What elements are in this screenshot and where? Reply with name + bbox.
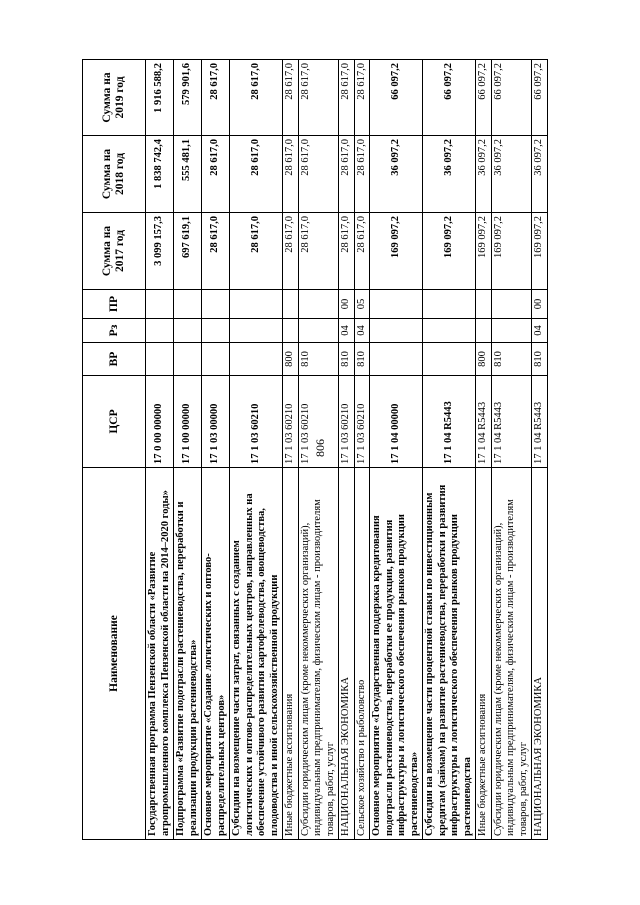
header-pr: ПР	[83, 290, 146, 319]
row-sum-2017: 697 619,1	[174, 213, 202, 290]
row-name: Основное мероприятие «Создание логистических и оптово-распределительных центров»	[202, 468, 230, 840]
table-row	[423, 60, 476, 840]
row-csr: 17 1 04 00000	[370, 376, 423, 468]
row-sum-2019: 66 097,2	[423, 60, 476, 136]
budget-table	[82, 59, 548, 840]
header-csr: ЦСР	[83, 376, 146, 468]
row-csr: 17 1 03 60210	[230, 376, 283, 468]
row-vr	[202, 343, 230, 376]
row-csr: 17 1 04 R5443	[476, 376, 492, 468]
table-row	[146, 60, 174, 840]
row-sum-2018: 36 097,2	[370, 136, 423, 213]
row-sum-2018: 36 097,2	[476, 136, 492, 213]
row-pr	[230, 290, 283, 319]
row-rz	[423, 319, 476, 343]
table-row	[476, 60, 492, 840]
row-name: Иные бюджетные ассигнования	[476, 468, 492, 840]
row-pr	[202, 290, 230, 319]
row-name: НАЦИОНАЛЬНАЯ ЭКОНОМИКА	[532, 468, 548, 840]
row-sum-2018: 36 097,2	[423, 136, 476, 213]
row-sum-2019: 66 097,2	[370, 60, 423, 136]
row-sum-2019: 66 097,2	[491, 60, 532, 136]
row-name: Государственная программа Пензенской области «Развитие агропромышленного комплекса Пензенской области на 2014–2020 годы»	[146, 468, 174, 840]
row-pr	[174, 290, 202, 319]
table-row	[491, 60, 532, 840]
table-row	[354, 60, 370, 840]
row-sum-2019: 28 617,0	[283, 60, 299, 136]
row-sum-2018: 28 617,0	[298, 136, 339, 213]
row-rz	[476, 319, 492, 343]
row-sum-2019: 579 901,6	[174, 60, 202, 136]
header-2018: Сумма на 2018 год	[83, 136, 146, 213]
header-2019: Сумма на 2019 год	[83, 60, 146, 136]
row-sum-2017: 28 617,0	[202, 213, 230, 290]
header-2017: Сумма на 2017 год	[83, 213, 146, 290]
header-rz: Рз	[83, 319, 146, 343]
table-row	[174, 60, 202, 840]
row-sum-2019: 28 617,0	[354, 60, 370, 136]
row-name: Субсидии на возмещение части процентной ставки по инвестиционным кредитам (займам) на развитие растениеводства, переработки и развития инфраструктуры и логистического обеспечения рынков продукции растениеводства	[423, 468, 476, 840]
row-name: Основное мероприятие «Государственная поддержка кредитования подотрасли растениеводства, переработки ее продукции, развития инфраструктуры и логистического обеспечения рынков продукции растениеводства»	[370, 468, 423, 840]
row-csr: 17 1 03 60210	[339, 376, 355, 468]
row-vr	[230, 343, 283, 376]
header-vr: ВР	[83, 343, 146, 376]
row-pr	[370, 290, 423, 319]
row-sum-2018: 28 617,0	[283, 136, 299, 213]
row-rz: 04	[339, 319, 355, 343]
table-row	[339, 60, 355, 840]
row-name: Субсидии на возмещение части затрат, связанных с созданием логистических и оптово-распределительных центров, направленных на обеспечение устойчивого развития картофелеводства, овощеводства, плодоводства и иной сельскохозяйственной продукции	[230, 468, 283, 840]
row-rz	[146, 319, 174, 343]
row-csr: 17 1 03 60210	[354, 376, 370, 468]
row-sum-2019: 28 617,0	[339, 60, 355, 136]
row-vr: 810	[491, 343, 532, 376]
row-sum-2019: 66 097,2	[532, 60, 548, 136]
row-vr: 810	[298, 343, 339, 376]
row-vr: 800	[476, 343, 492, 376]
table-row	[298, 60, 339, 840]
row-pr: 00	[532, 290, 548, 319]
header-name: Наименование	[83, 468, 146, 840]
row-sum-2017: 28 617,0	[354, 213, 370, 290]
row-csr: 17 1 04 R5443	[491, 376, 532, 468]
row-sum-2019: 28 617,0	[230, 60, 283, 136]
header-row	[83, 60, 146, 840]
row-sum-2018: 1 838 742,4	[146, 136, 174, 213]
row-rz	[491, 319, 532, 343]
row-sum-2017: 28 617,0	[283, 213, 299, 290]
row-rz	[298, 319, 339, 343]
row-sum-2019: 1 916 588,2	[146, 60, 174, 136]
row-sum-2017: 3 099 157,3	[146, 213, 174, 290]
row-sum-2018: 36 097,2	[532, 136, 548, 213]
row-vr	[174, 343, 202, 376]
row-sum-2017: 28 617,0	[339, 213, 355, 290]
row-name: Субсидии юридическим лицам (кроме некоммерческих организаций), индивидуальным предпринимателям, физическим лицам - производителям товаров, работ, услуг	[298, 468, 339, 840]
row-sum-2017: 169 097,2	[423, 213, 476, 290]
row-pr	[146, 290, 174, 319]
row-vr	[370, 343, 423, 376]
row-rz	[283, 319, 299, 343]
row-pr	[491, 290, 532, 319]
row-sum-2017: 169 097,2	[476, 213, 492, 290]
row-vr: 800	[283, 343, 299, 376]
row-sum-2019: 66 097,2	[476, 60, 492, 136]
row-rz	[174, 319, 202, 343]
row-csr: 17 1 03 00000	[202, 376, 230, 468]
row-pr	[298, 290, 339, 319]
rotated-table-container	[82, 60, 587, 840]
row-name: Иные бюджетные ассигнования	[283, 468, 299, 840]
row-name: Субсидии юридическим лицам (кроме некоммерческих организаций), индивидуальным предпринимателям, физическим лицам - производителям товаров, работ, услуг	[491, 468, 532, 840]
row-csr: 17 1 03 60210	[298, 376, 339, 468]
row-csr: 17 0 00 00000	[146, 376, 174, 468]
row-vr: 810	[532, 343, 548, 376]
row-pr: 00	[339, 290, 355, 319]
row-sum-2018: 28 617,0	[202, 136, 230, 213]
row-sum-2017: 169 097,2	[532, 213, 548, 290]
row-pr: 05	[354, 290, 370, 319]
row-sum-2017: 28 617,0	[298, 213, 339, 290]
table-row	[370, 60, 423, 840]
row-sum-2018: 36 097,2	[491, 136, 532, 213]
row-rz	[202, 319, 230, 343]
row-sum-2018: 555 481,1	[174, 136, 202, 213]
row-sum-2017: 169 097,2	[491, 213, 532, 290]
row-sum-2017: 28 617,0	[230, 213, 283, 290]
row-rz	[230, 319, 283, 343]
row-sum-2018: 28 617,0	[230, 136, 283, 213]
table-row	[532, 60, 548, 840]
page-number: 806	[313, 439, 327, 457]
row-pr	[476, 290, 492, 319]
row-csr: 17 1 03 60210	[283, 376, 299, 468]
row-name: НАЦИОНАЛЬНАЯ ЭКОНОМИКА	[339, 468, 355, 840]
row-csr: 17 1 00 00000	[174, 376, 202, 468]
row-name: Подпрограмма «Развитие подотрасли растениеводства, переработки и реализации продукции растениеводства»	[174, 468, 202, 840]
row-sum-2019: 28 617,0	[202, 60, 230, 136]
row-sum-2017: 169 097,2	[370, 213, 423, 290]
row-sum-2019: 28 617,0	[298, 60, 339, 136]
table-row	[202, 60, 230, 840]
row-rz	[370, 319, 423, 343]
row-csr: 17 1 04 R5443	[532, 376, 548, 468]
row-rz: 04	[354, 319, 370, 343]
row-vr: 810	[339, 343, 355, 376]
row-vr: 810	[354, 343, 370, 376]
row-sum-2018: 28 617,0	[339, 136, 355, 213]
row-csr: 17 1 04 R5443	[423, 376, 476, 468]
table-row	[230, 60, 283, 840]
row-vr	[423, 343, 476, 376]
row-pr	[283, 290, 299, 319]
table-row	[283, 60, 299, 840]
row-pr	[423, 290, 476, 319]
row-sum-2018: 28 617,0	[354, 136, 370, 213]
row-vr	[146, 343, 174, 376]
row-name: Сельское хозяйство и рыболовство	[354, 468, 370, 840]
row-rz: 04	[532, 319, 548, 343]
